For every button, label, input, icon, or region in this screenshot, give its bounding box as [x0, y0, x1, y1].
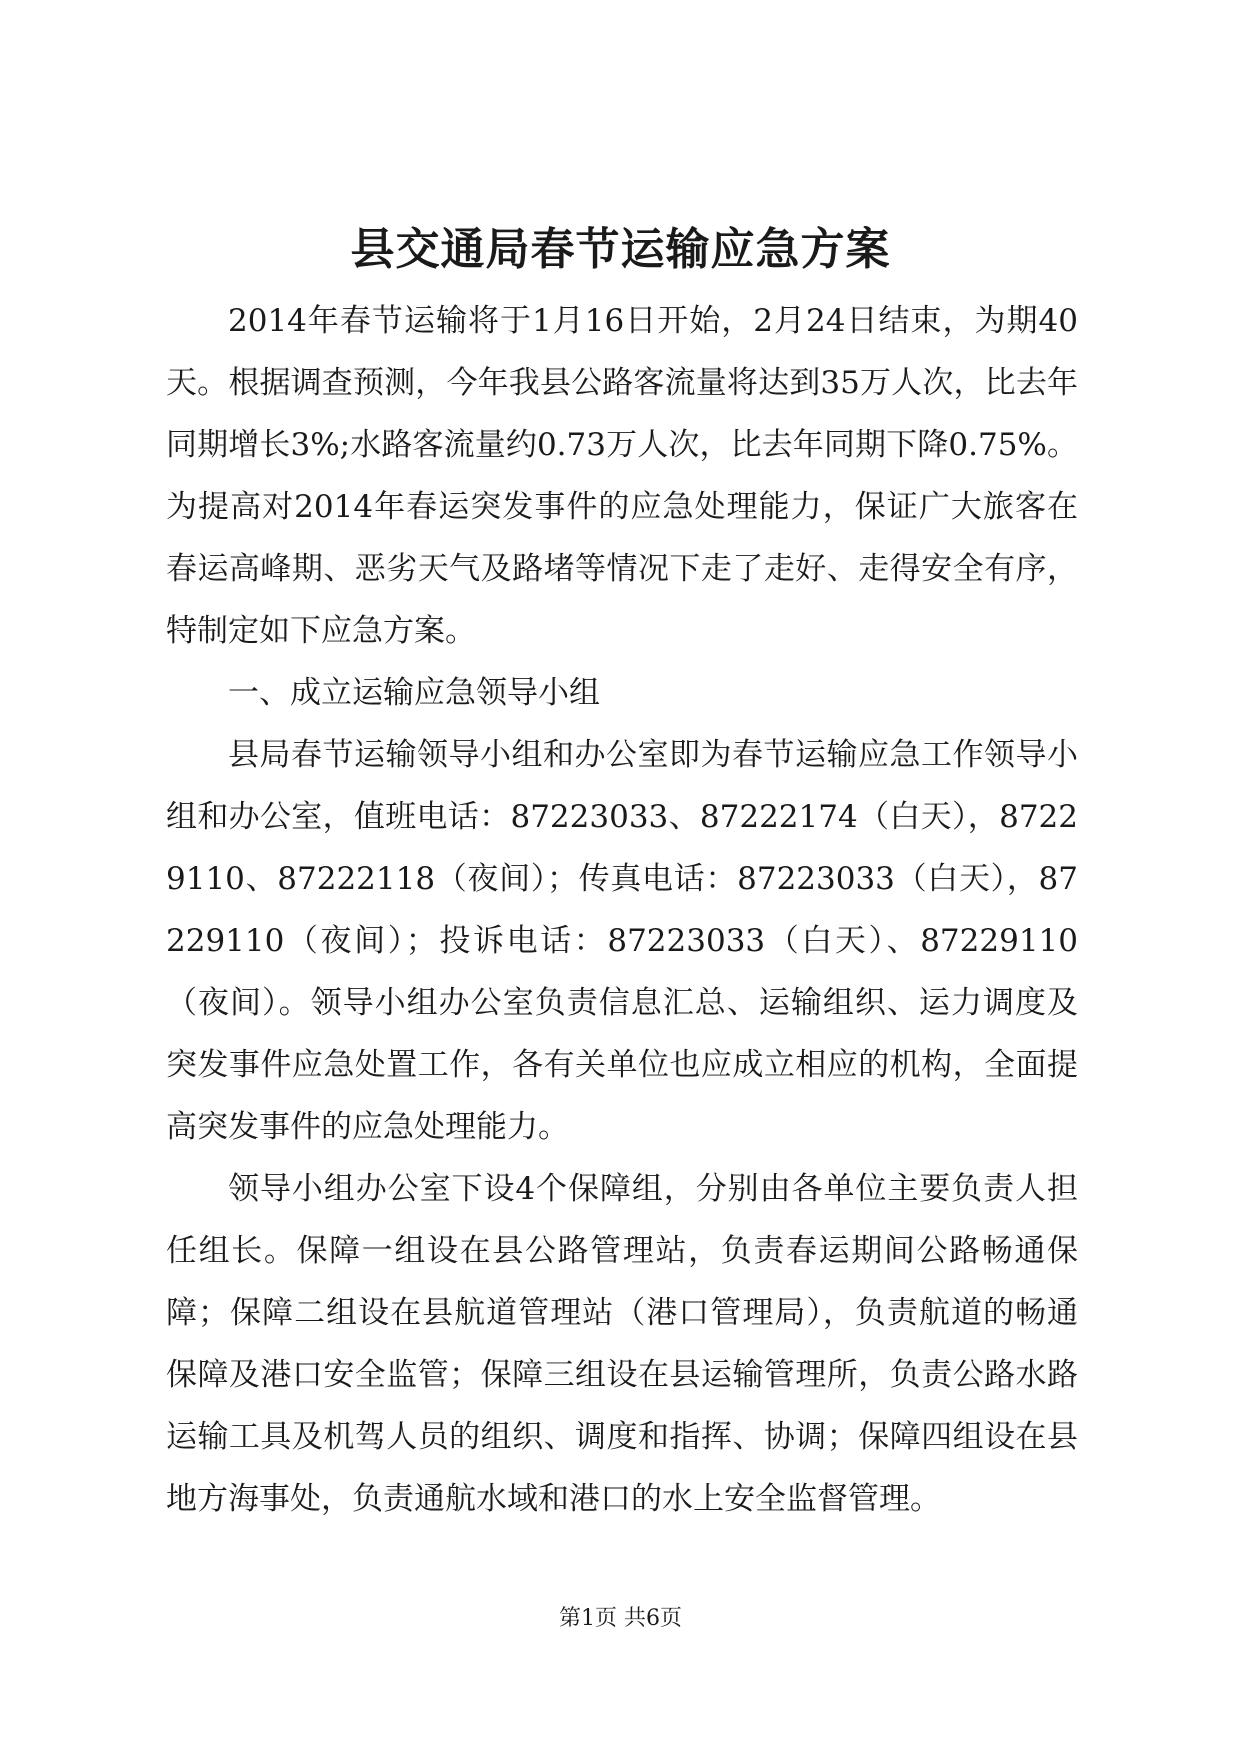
document-title: 县交通局春节运输应急方案 [350, 224, 891, 275]
document-body [166, 290, 1078, 1530]
paragraph-intro: 2014年春节运输将于1月16日开始，2月24日结束，为期40天。根据调查预测，今年我县公路客流量将达到35万人次，比去年同期增长3%;水路客流量约0.73万人次，比去年同期下降0.75%。为提高对2014年春运突发事件的应急处理能力，保证广大旅客在春运高峰期、恶劣天气及路堵等情况下走了走好、走得安全有序，特制定如下应急方案。 [166, 303, 1078, 649]
page-number: 第1页 共6页 [559, 1606, 682, 1631]
section-heading-1: 一、成立运输应急领导小组 [228, 675, 600, 711]
paragraph-leadership-group: 县局春节运输领导小组和办公室即为春节运输应急工作领导小组和办公室，值班电话：87223033、87222174（白天），87229110、87222118（夜间）；传真电话：87223033（白天），87229110（夜间）；投诉电话：87223033（白天）、87229110（夜间）。领导小组办公室负责信息汇总、运输组织、运力调度及突发事件应急处置工作，各有关单位也应成立相应的机构，全面提高突发事件的应急处理能力。 [166, 737, 1078, 1145]
paragraph-support-groups: 领导小组办公室下设4个保障组，分别由各单位主要负责人担任组长。保障一组设在县公路管理站，负责春运期间公路畅通保障；保障二组设在县航道管理站（港口管理局），负责航道的畅通保障及港口安全监管；保障三组设在县运输管理所，负责公路水路运输工具及机驾人员的组织、调度和指挥、协调；保障四组设在县地方海事处，负责通航水域和港口的水上安全监督管理。 [166, 1171, 1078, 1517]
